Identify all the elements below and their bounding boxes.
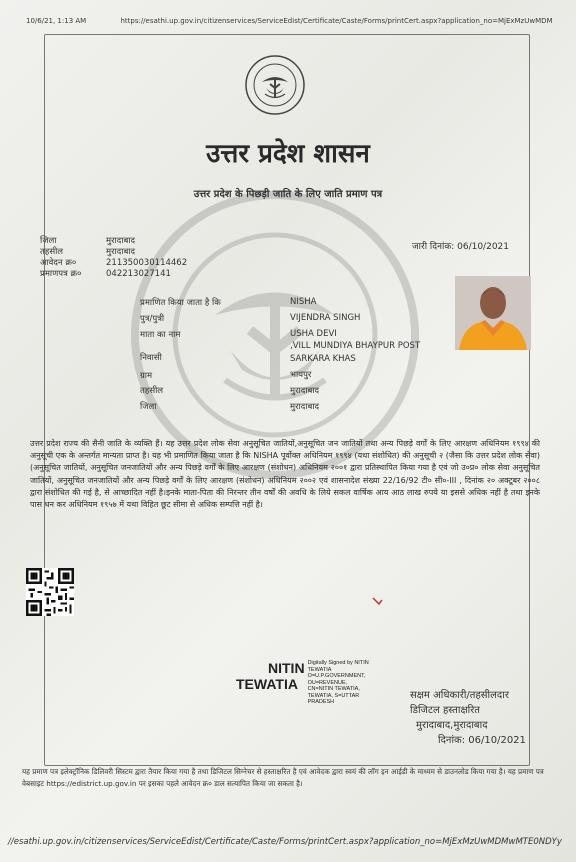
qr-code-icon: [26, 568, 74, 616]
tehsil-value: मुरादाबाद: [290, 386, 320, 396]
address-line1: ,VILL MUNDIYA BHAYPUR POST: [290, 341, 421, 351]
page-title: उत्तर प्रदेश शासन: [206, 139, 370, 169]
print-url-top: https://esathi.up.gov.in/citizenservices/ServiceEdist/Certificate/Caste/Forms/printCert.aspx?application_no=MjExMzUwMDM: [120, 17, 553, 25]
signature-details: [308, 660, 369, 706]
signature-detail-line: CN=NITIN TEWATIA,: [307, 686, 360, 692]
authority-title: सक्षम अधिकारी/तहसीलदार: [410, 690, 509, 701]
signature-detail-line: OU=REVENUE,: [307, 679, 348, 686]
address-line2: SARKARA KHAS: [290, 354, 356, 364]
district-value: मुरादाबाद: [290, 402, 320, 412]
signature-detail-line: TEWATIA: [307, 666, 332, 673]
print-url-bottom: //esathi.up.gov.in/citizenservices/ServiceEdist/Certificate/Caste/Forms/printCert.aspx?application_no=MjExMzUwMDMwMTE0NDYy: [8, 837, 562, 847]
label-mother: माता का नाम: [140, 330, 181, 340]
up-emblem-icon: [244, 54, 306, 116]
meta-label: प्रमाणपत्र क्र०: [40, 269, 82, 279]
print-timestamp: 10/6/21, 1:13 AM: [26, 17, 87, 25]
mother-name: USHA DEVI: [290, 329, 337, 339]
meta-row-district: [40, 236, 187, 247]
issue-date: जारी दिनांक: 06/10/2021: [412, 242, 509, 252]
meta-value: मुरादाबाद: [106, 236, 136, 246]
signer-name-line2: TEWATIA: [236, 676, 298, 692]
applicant-photo: [455, 276, 531, 350]
meta-value: 211350030114462: [106, 258, 188, 268]
signature-detail-line: O=U.P.GOVERNMENT,: [307, 673, 366, 679]
label-village: ग्राम: [140, 371, 153, 381]
person-icon: [455, 276, 531, 350]
browser-print-header: [26, 17, 556, 25]
signer-name-line1: NITIN: [268, 660, 305, 676]
certificate-body-text: उत्तर प्रदेश राज्य की सैनी जाति के व्यक्ति हैं। यह उत्तर प्रदेश लोक सेवा अनुसूचित जातियों,अनुसूचित जन जातियों तथा अन्य पिछड़े वर्गों के लिए आरक्षण अधिनियम १९९४ की अनुसूची एक के अन्तर्गत मान्यता प्राप्त है। यह भी प्रमाणित किया जाता है कि NISHA पूर्वोक्त अधिनियम १९९४ (यथा संशोधित) की अनुसूची २ (जैसा कि उत्तर प्रदेश लोक सेवा)(अनुसूचित जातियों, अनुसूचित जनजातियों और अन्य पिछड़े वर्गों के लिए आरक्षण (संशोधन) अधिनियम २००१ द्वारा प्रतिस्थापित किया गया है एवं जो उ०प्र० लोक सेवा अनुसूचित जातियों, अनुसूचित जनजातियों और अन्य पिछड़े वर्गों के लिए आरक्षण (संशोधन) अधिनियम २००२ एवं शासनादेश संख्या 22/16/92 टी० सी०-III , दिनांक २० अक्टूबर २००८ द्वारा संशोधित की गई है, से आच्छादित नहीं है।इनके माता-पिता की निरन्तर तीन वर्षों की अवधि के लिये सकल वार्षिक आय आठ लाख रुपये या इससे अधिक नहीं है तथा इनके पास धन कर अधिनियम १९५७ में यथा विहित छूट सीमा से अधिक सम्पत्ति नहीं है।: [30, 439, 540, 510]
authority-date: दिनांक: 06/10/2021: [438, 735, 526, 746]
footer-note: यह प्रमाण पत्र इलेक्ट्रॉनिक डिलिवरी सिस्टम द्वारा तैयार किया गया है तथा डिजिटल सिग्नेचर से हस्ताक्षरित है एवं आवेदक द्वारा स्वयं की लॉग इन आईडी के माध्यम से डाउनलोड किया गया है। यह प्रमाण पत्र वेबसाइट https://edistrict.up.gov.in पर इसका पहले आवेदन क्र० डाल सत्यापित किया जा सकता है।: [22, 767, 544, 788]
meta-row-certificate-no: [40, 269, 187, 280]
signature-detail-line: TEWATIA, S=UTTAR: [307, 692, 360, 699]
authority-location: मुरादाबाद,मुरादाबाद: [416, 720, 488, 731]
meta-block: [40, 236, 187, 280]
digital-signature: [236, 660, 369, 706]
meta-label: जिला: [40, 236, 57, 246]
signature-detail-line: PRADESH: [307, 699, 335, 705]
label-relation: पुत्र/पुत्री: [140, 314, 165, 324]
applicant-name: NISHA: [290, 297, 317, 307]
village-value: भायपुर: [290, 370, 312, 380]
certificate-subtitle: उत्तर प्रदेश के पिछड़ी जाति के लिए जाति प्रमाण पत्र: [193, 189, 383, 200]
label-tehsil: तहसील: [140, 386, 164, 396]
meta-row-tehsil: [40, 247, 187, 258]
father-name: VIJENDRA SINGH: [290, 313, 361, 323]
authority-digital-signed: डिजिटल हस्ताक्षरित: [410, 705, 480, 716]
red-tick-mark-icon: [372, 596, 386, 606]
meta-label: आवेदन क्र०: [40, 258, 77, 268]
signature-detail-line: Digitally Signed by NITIN: [307, 660, 369, 666]
meta-row-application-no: [40, 258, 187, 269]
label-residence: निवासी: [140, 353, 162, 363]
issuing-authority: [410, 688, 526, 748]
label-intro: प्रमाणित किया जाता है कि: [140, 298, 221, 308]
label-district: जिला: [140, 402, 157, 412]
meta-label: तहसील: [40, 247, 64, 257]
meta-value: 042213027141: [106, 269, 171, 279]
meta-value: मुरादाबाद: [106, 247, 136, 257]
